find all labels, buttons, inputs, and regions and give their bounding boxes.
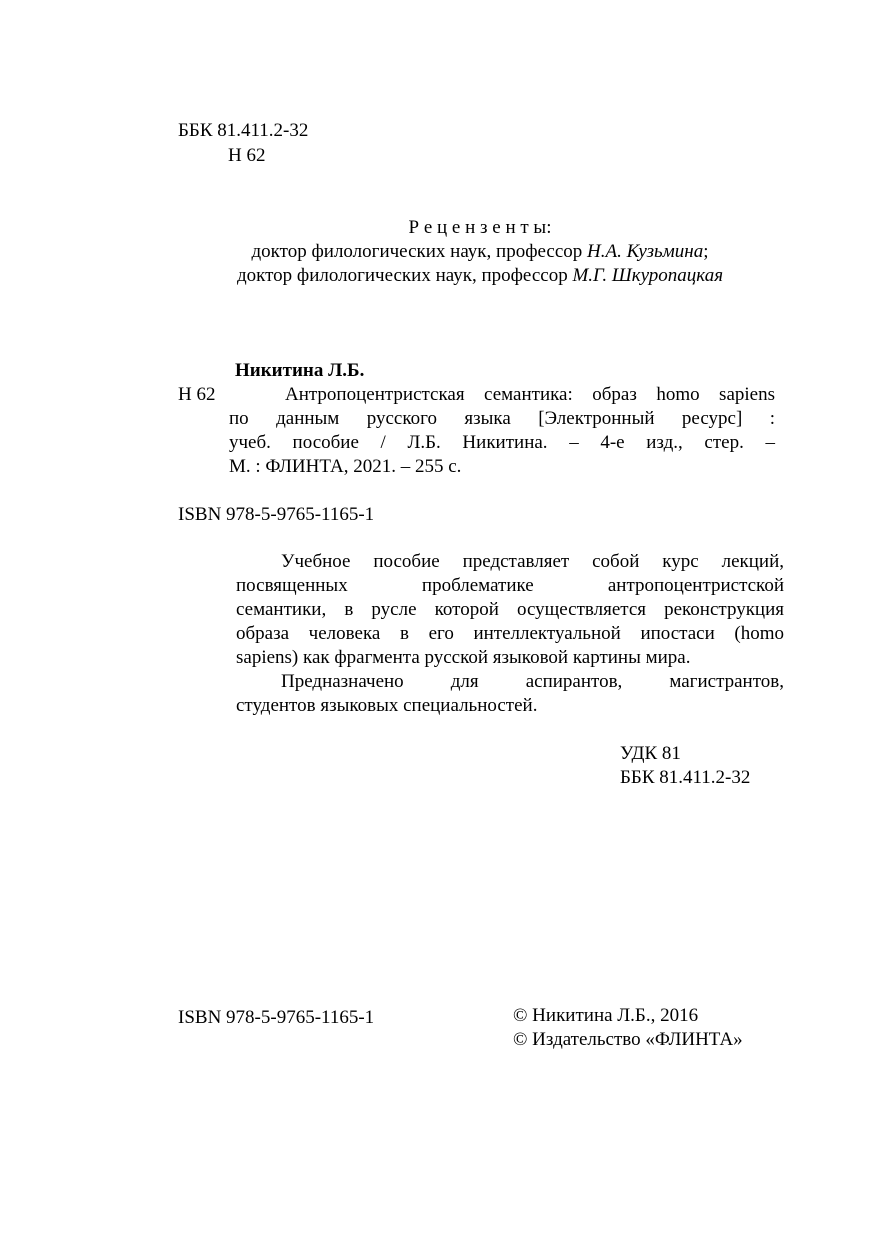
bib-line-3: учеб. пособие / Л.Б. Никитина. – 4-е изд., стер. –	[229, 432, 775, 453]
udk-code: УДК 81	[620, 743, 681, 764]
annotation-p2-line-1: Предназначено для аспирантов, магистрантов,	[281, 671, 784, 692]
author-name: Никитина Л.Б.	[235, 360, 365, 381]
reviewer-1-suffix: ;	[703, 241, 709, 262]
bib-line-4: М. : ФЛИНТА, 2021. – 255 с.	[229, 456, 462, 477]
annotation-p1-line-4: образа человека в его интеллектуальной ипостаси (homo	[236, 623, 784, 644]
annotation-p1-line-1: Учебное пособие представляет собой курс лекций,	[281, 551, 784, 572]
bib-mark: Н 62	[178, 384, 216, 405]
isbn-top: ISBN 978-5-9765-1165-1	[178, 504, 375, 525]
reviewer-2-title: доктор филологических наук, профессор	[236, 265, 568, 286]
reviewer-1-name: Н.А. Кузьмина	[587, 241, 704, 262]
bbk-code-bottom: ББК 81.411.2-32	[620, 767, 751, 788]
reviewer-1-title: доктор филологических наук, профессор	[251, 241, 583, 262]
isbn-footer: ISBN 978-5-9765-1165-1	[178, 1007, 375, 1028]
annotation-p1-line-3: семантики, в русле которой осуществляется реконструкция	[236, 599, 784, 620]
author-heading	[235, 359, 364, 383]
bbk-code-top: ББК 81.411.2-32	[178, 120, 309, 141]
reviewers-heading: Р е ц е н з е н т ы:	[408, 217, 552, 238]
reviewer-line-1	[180, 240, 780, 264]
reviewer-line-2	[180, 264, 780, 288]
bib-line-1: Антропоцентристская семантика: образ homo sapiens	[285, 384, 775, 405]
annotation-p1-line-5: sapiens) как фрагмента русской языковой картины мира.	[236, 647, 691, 668]
copyright-publisher: © Издательство «ФЛИНТА»	[513, 1029, 743, 1050]
annotation-p2-line-2: студентов языковых специальностей.	[236, 695, 538, 716]
bib-line-2: по данным русского языка [Электронный ресурс] :	[229, 408, 775, 429]
annotation-p1-line-2: посвященных проблематике антропоцентристской	[236, 575, 784, 596]
reviewer-2-name: М.Г. Шкуропацкая	[572, 265, 724, 286]
author-mark-top: Н 62	[228, 145, 266, 166]
copyright-author: © Никитина Л.Б., 2016	[513, 1005, 699, 1026]
